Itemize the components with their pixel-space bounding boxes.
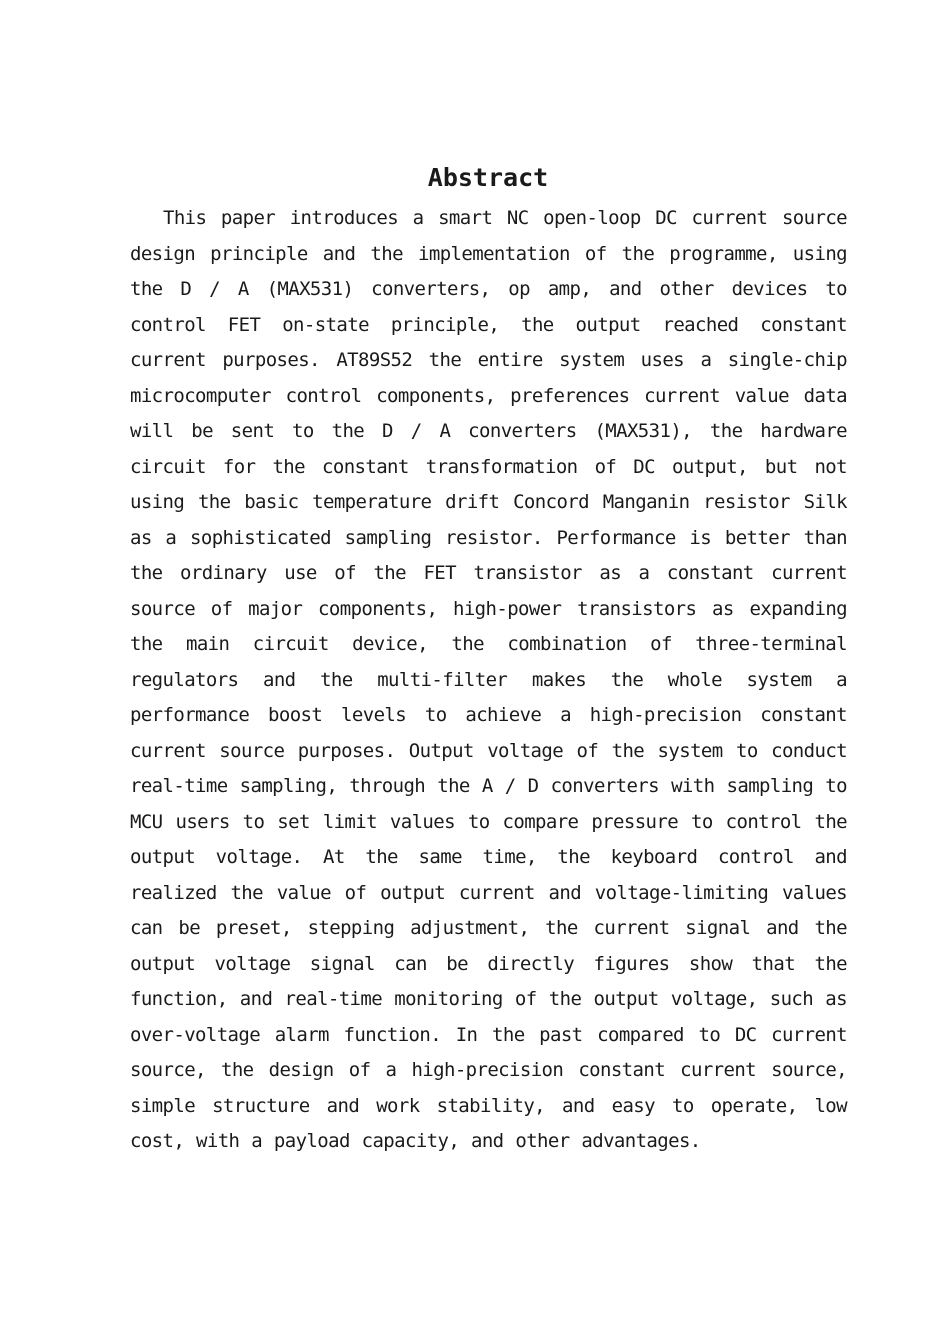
abstract-paragraph: This paper introduces a smart NC open-loop DC current source design principle and the implementation of the programme, using the D / A (MAX531) converters, op amp, and other devices to control FET on-state principle, the output reached constant current purposes. AT89S52 the entire system uses a single-chip microcomputer control components, preferences current value data will be sent to the D / A converters (MAX531), the hardware circuit for the constant transformation of DC output, but not using the basic temperature drift Concord Manganin resistor Silk as a sophisticated sampling resistor. Performance is better than the ordinary use of the FET transistor as a constant current source of major components, high-power transistors as expanding the main circuit device, the combination of three-terminal regulators and the multi-filter makes the whole system a performance boost levels to achieve a high-precision constant current source purposes. Output voltage of the system to conduct real-time sampling, through the A / D converters with sampling to MCU users to set limit values to compare pressure to control the output voltage. At the same time, the keyboard control and realized the value of output current and voltage-limiting values can be preset, stepping adjustment, the current signal and the output voltage signal can be directly figures show that the function, and real-time monitoring of the output voltage, such as over-voltage alarm function. In the past compared to DC current source, the design of a high-precision constant current source, simple structure and work stability, and easy to operate, low cost, with a payload capacity, and other advantages.	[130, 207, 847, 1152]
abstract-title: Abstract	[427, 163, 549, 192]
